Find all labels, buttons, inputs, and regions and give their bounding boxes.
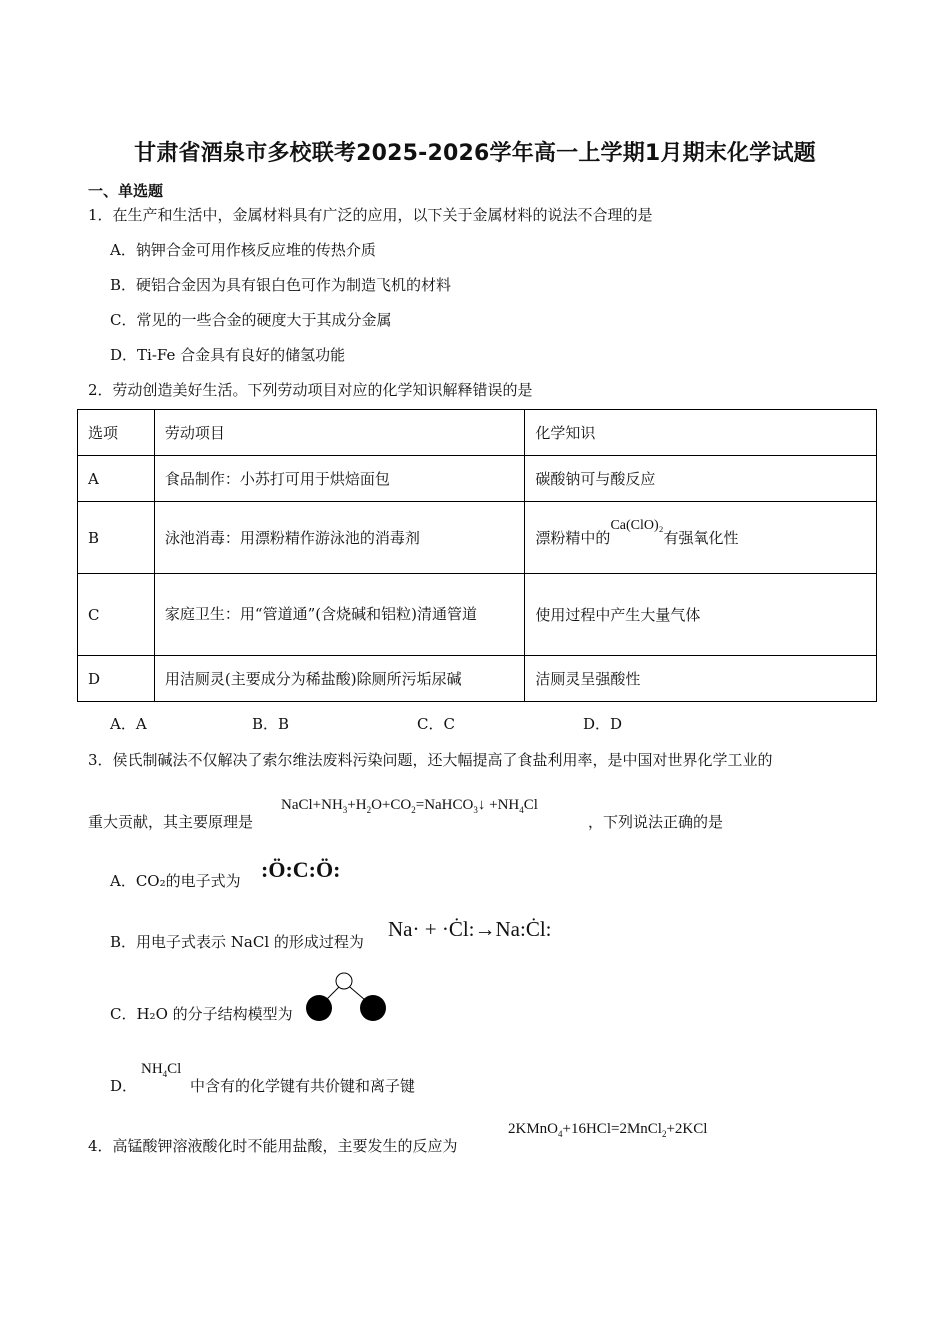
co2-electron-formula: :Ö:C:Ö:	[261, 857, 341, 882]
table-cell-knowledge	[525, 502, 877, 574]
large-atom	[360, 995, 386, 1021]
q3-option-b[interactable]: B．用电子式表示 NaCl 的形成过程为	[110, 933, 364, 951]
q2-choice-d[interactable]: D．D	[583, 715, 623, 733]
table-header-cell: 选项	[78, 410, 155, 456]
question-3-stem-line1: 3．侯氏制碱法不仅解决了索尔维法废料污染问题，还大幅提高了食盐利用率，是中国对世界化学工业的	[88, 751, 773, 769]
table-cell-option: C	[78, 574, 155, 656]
table-row	[78, 502, 877, 574]
q3-option-d-text: 中含有的化学键有共价键和离子键	[190, 1077, 416, 1095]
nacl-formation-process: Na· + ·Ċl:→Na:Ċl:	[388, 917, 552, 941]
q1-option-a[interactable]: A．钠钾合金可用作核反应堆的传热介质	[110, 241, 376, 259]
question-2-stem: 2．劳动创造美好生活。下列劳动项目对应的化学知识解释错误的是	[88, 381, 533, 399]
kmno4-reaction-equation: 2KMnO$_4$+16HCl=2MnCl$_2$+2KCl	[508, 1121, 708, 1139]
knowledge-text: 漂粉精中的	[535, 529, 611, 547]
table-header-row	[78, 410, 877, 456]
table-cell-knowledge: 碳酸钠可与酸反应	[525, 456, 877, 502]
q2-choice-a[interactable]: A．A	[110, 715, 147, 733]
table-cell-option: B	[78, 502, 155, 574]
table-row	[78, 456, 877, 502]
large-atom	[306, 995, 332, 1021]
q1-option-b[interactable]: B．硬铝合金因为具有银白色可作为制造飞机的材料	[110, 276, 452, 294]
table-row	[78, 574, 877, 656]
q3-option-c[interactable]: C．H₂O 的分子结构模型为	[110, 1005, 293, 1023]
hou-reaction-equation: $NaCl+NH_3+H_2O+CO_2=NaHCO_3↓ +NH_4Cl$	[281, 797, 538, 815]
table-cell-project: 泳池消毒：用漂粉精作游泳池的消毒剂	[154, 502, 525, 574]
table-cell-option: D	[78, 656, 155, 702]
question-1-stem: 1．在生产和生活中，金属材料具有广泛的应用，以下关于金属材料的说法不合理的是	[88, 206, 653, 224]
q1-option-d[interactable]: D．Ti-Fe 合金具有良好的储氢功能	[110, 346, 346, 364]
small-atom	[336, 973, 352, 989]
q3-option-d[interactable]: D．	[110, 1077, 138, 1095]
knowledge-text: 有强氧化性	[663, 529, 739, 547]
table-cell-project: 用洁厕灵(主要成分为稀盐酸)除厕所污垢尿碱	[154, 656, 525, 702]
table-cell-option: A	[78, 456, 155, 502]
question-4-stem: 4．高锰酸钾溶液酸化时不能用盐酸，主要发生的反应为	[88, 1137, 458, 1155]
table-cell-project: 食品制作：小苏打可用于烘焙面包	[154, 456, 525, 502]
ammonium-chloride-formula: $NH_4Cl$	[141, 1061, 182, 1079]
q3-option-a[interactable]: A．CO₂的电子式为	[110, 872, 241, 890]
page-title: 甘肃省酒泉市多校联考2025-2026学年高一上学期1月期末化学试题	[134, 141, 816, 166]
table-cell-knowledge: 洁厕灵呈强酸性	[525, 656, 877, 702]
question-3-stem-line2-tail: ，下列说法正确的是	[588, 813, 724, 831]
table-header-cell: 劳动项目	[154, 410, 525, 456]
q1-option-c[interactable]: C．常见的一些合金的硬度大于其成分金属	[110, 311, 392, 329]
table-header-cell: 化学知识	[525, 410, 877, 456]
section-heading: 一、单选题	[88, 182, 164, 200]
table-cell-knowledge: 使用过程中产生大量气体	[525, 574, 877, 656]
q2-table	[77, 409, 877, 702]
q2-choice-b[interactable]: B．B	[252, 715, 290, 733]
table-cell-project: 家庭卫生：用“管道通”(含烧碱和铝粒)清通管道	[154, 574, 525, 656]
q2-choice-c[interactable]: C．C	[417, 715, 455, 733]
question-3-stem-line2: 重大贡献，其主要原理是	[88, 813, 254, 831]
table-row	[78, 656, 877, 702]
calcium-hypochlorite-formula: Ca(ClO)₂	[610, 518, 664, 533]
water-molecule-model	[300, 970, 390, 1024]
